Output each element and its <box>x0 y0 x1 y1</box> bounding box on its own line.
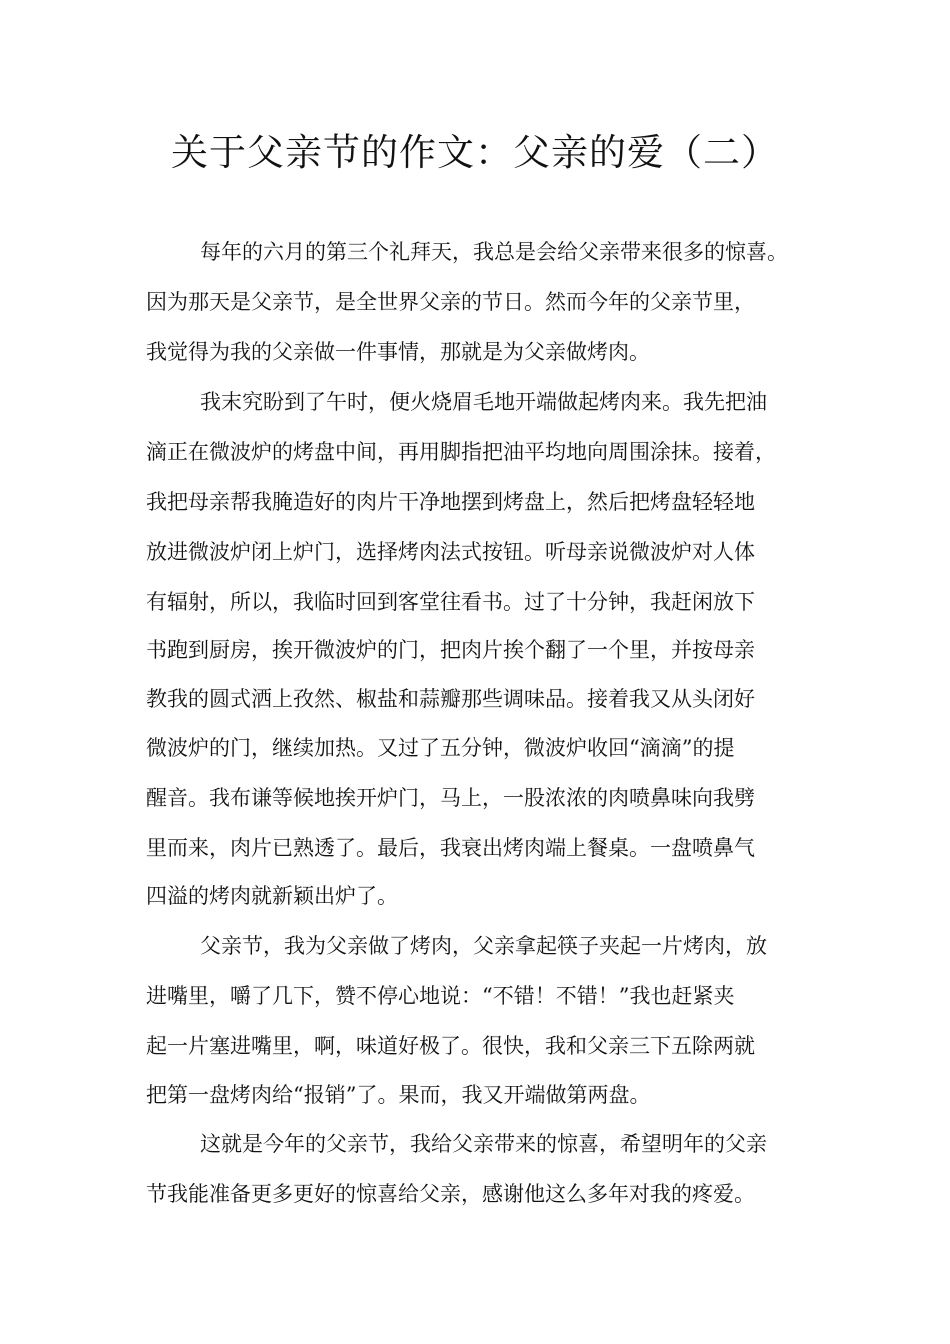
paragraph-line: 节我能准备更多更好的惊喜给父亲，感谢他这么多年对我的疼爱。 <box>146 1182 755 1206</box>
paragraph-line: 父亲节，我为父亲做了烤肉，父亲拿起筷子夹起一片烤肉，放 <box>200 934 767 958</box>
document-title: 关于父亲节的作文：父亲的爱（二） <box>171 131 779 174</box>
paragraph-line: 我觉得为我的父亲做一件事情，那就是为父亲做烤肉。 <box>146 340 650 364</box>
paragraph-line: 四溢的烤肉就新颖出炉了。 <box>146 884 398 908</box>
paragraph-line: 教我的圆式洒上孜然、椒盐和蒜瓣那些调味品。接着我又从头闭好 <box>146 687 755 711</box>
paragraph-line: 每年的六月的第三个礼拜天，我总是会给父亲带来很多的惊喜。 <box>200 240 788 264</box>
paragraph-line: 有辐射，所以，我临时回到客堂往看书。过了十分钟，我赶闲放下 <box>146 590 755 614</box>
paragraph-line: 里而来，肉片已熟透了。最后，我衰出烤肉端上餐桌。一盘喷鼻气 <box>146 836 755 860</box>
paragraph-line: 书跑到厨房，挨开微波炉的门，把肉片挨个翻了一个里，并按母亲 <box>146 638 755 662</box>
paragraph-line: 这就是今年的父亲节，我给父亲带来的惊喜，希望明年的父亲 <box>200 1132 767 1156</box>
paragraph-line: 把第一盘烤肉给“报销”了。果而，我又开端做第两盘。 <box>146 1083 651 1107</box>
paragraph-line: 起一片塞进嘴里，啊，味道好极了。很快，我和父亲三下五除两就 <box>146 1034 755 1058</box>
paragraph-line: 放进微波炉闭上炉门，选择烤肉法式按钮。听母亲说微波炉对人体 <box>146 540 755 564</box>
paragraph-line: 进嘴里，嚼了几下，赞不停心地说：“不错！不错！”我也赶紧夹 <box>146 984 735 1008</box>
paragraph-line: 我把母亲帮我腌造好的肉片干净地摆到烤盘上，然后把烤盘轻轻地 <box>146 490 755 514</box>
paragraph-line: 因为那天是父亲节，是全世界父亲的节日。然而今年的父亲节里， <box>146 290 755 314</box>
paragraph-line: 滴正在微波炉的烤盘中间，再用脚指把油平均地向周围涂抹。接着， <box>146 440 776 464</box>
paragraph-line: 我末究盼到了午时，便火烧眉毛地开端做起烤肉来。我先把油 <box>200 390 767 414</box>
paragraph-line: 微波炉的门，继续加热。又过了五分钟，微波炉收回“滴滴”的提 <box>146 736 735 760</box>
paragraph-line: 醒音。我布谦等候地挨开炉门，马上，一股浓浓的肉喷鼻味向我劈 <box>146 786 755 810</box>
